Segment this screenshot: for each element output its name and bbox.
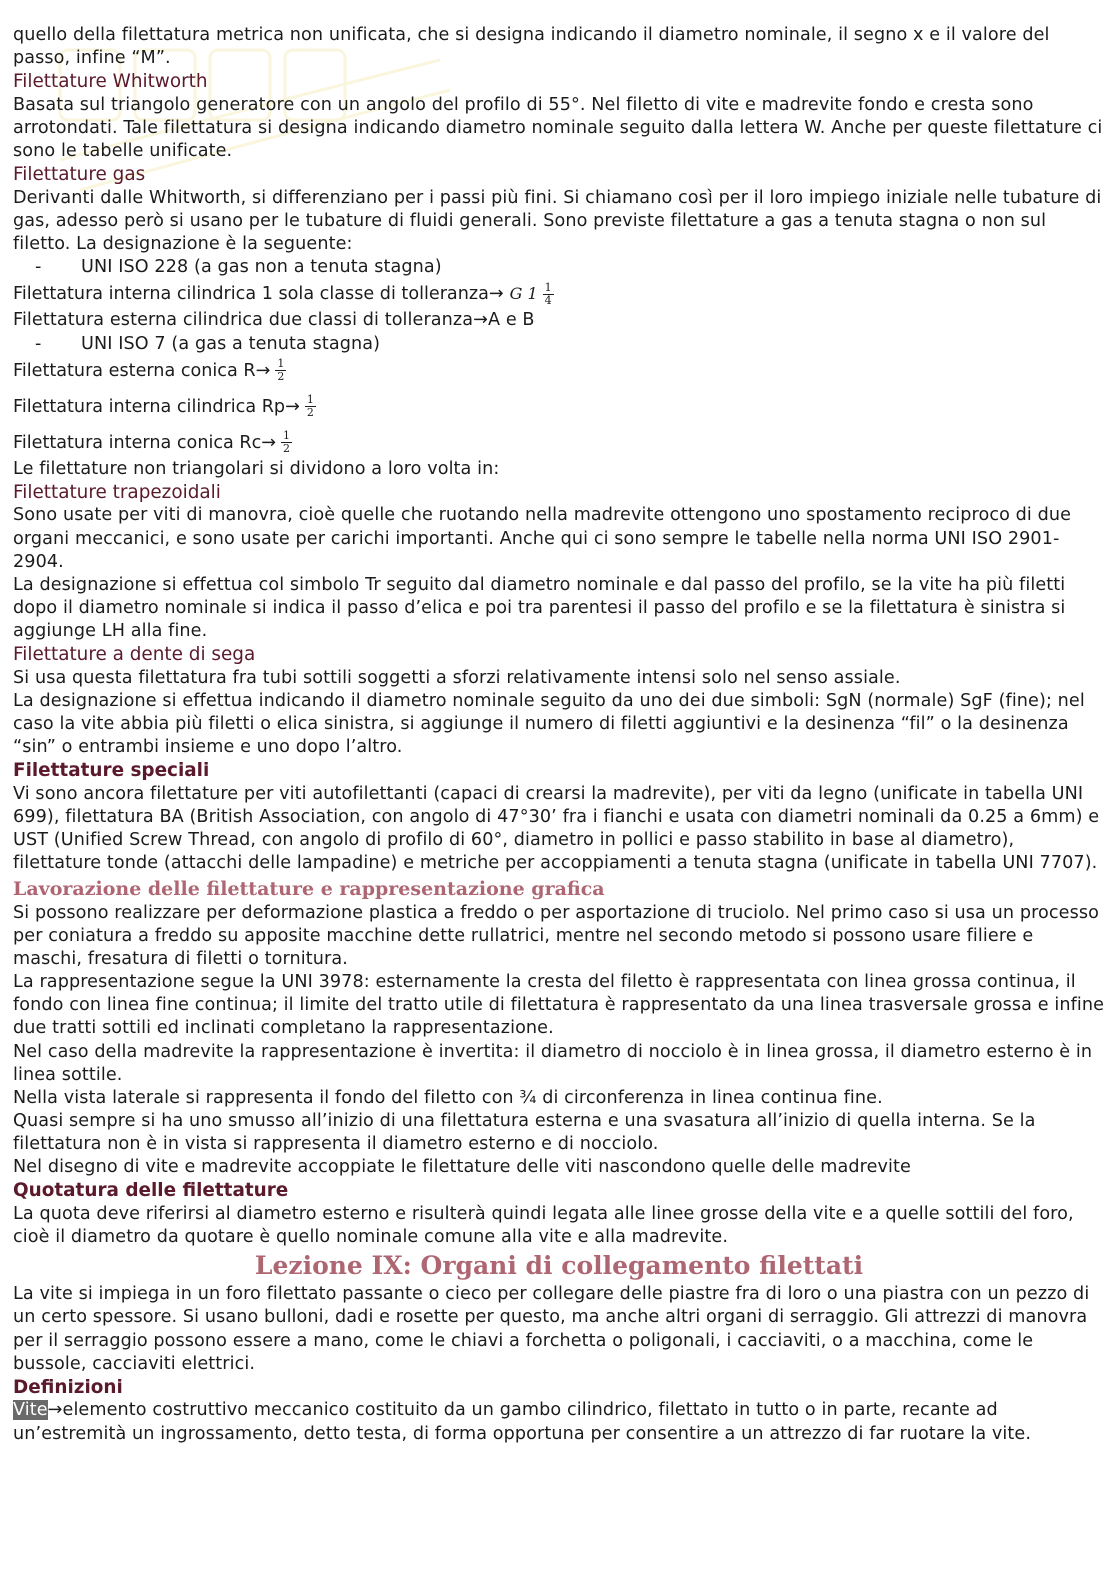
- paragraph-whitworth: Basata sul triangolo generatore con un angolo del profilo di 55°. Nel filetto di vite e madrevite fondo e cresta sono arrotondati. Tale filettatura si designa indicando diametro nominale seguito dalla lettera W. Anche per queste filettature ci sono le tabelle unificate.: [13, 94, 1103, 162]
- fraction: [281, 430, 292, 455]
- heading-lavorazione: Lavorazione delle filettature e rappresentazione grafica: [13, 877, 605, 900]
- heading-quotatura: Quotatura delle filettature: [13, 1180, 289, 1202]
- paragraph-lavorazione-3: Nel caso della madrevite la rappresentazione è invertita: il diametro di nocciolo è in linea grossa, il diametro esterno è in linea sottile.: [13, 1041, 1093, 1085]
- formula-row-esterna-conica: [13, 356, 1105, 386]
- paragraph-dente-di-sega-2: La designazione si effettua indicando il diametro nominale seguito da uno dei due simboli: SgN (normale) SgF (fine); nel caso la vite abbia più filetti o elica sinistra, si aggiunge il numero di filetti aggiuntivi e la desinenza “fil” o la desinenza “sin” o entrambi insieme e uno dopo l’altro.: [13, 690, 1085, 758]
- fraction-numerator: 1: [283, 429, 291, 443]
- fraction-numerator: 1: [306, 393, 314, 407]
- paragraph-gas: Derivanti dalle Whitworth, si differenziano per i passi più fini. Si chiamano così per il loro impiego iniziale nelle tubature di gas, adesso però si usano per le tubature di fluidi generali. Sono previste filettature a gas a tenuta stagna o non sul filetto. La designazione è la seguente:: [13, 187, 1102, 255]
- paragraph-non-triangolari: Le filettature non triangolari si dividono a loro volta in:: [13, 458, 500, 479]
- heading-definizioni: Definizioni: [13, 1376, 123, 1398]
- highlighted-term-vite: Vite: [13, 1400, 48, 1421]
- paragraph-definizione-vite: [13, 1399, 1105, 1445]
- heading-whitworth: Filettature Whitworth: [13, 71, 208, 93]
- fraction-numerator: 1: [277, 357, 285, 371]
- fraction-denominator: 2: [306, 406, 314, 420]
- paragraph-trapezoidali-2: La designazione si effettua col simbolo Tr seguito dal diametro nominale e dal passo del profilo, se la vite ha più filetti dopo il diametro nominale si indica il passo d’elica e poi tra parentesi il passo del profilo e se la filettatura è sinistra si aggiunge LH alla fine.: [13, 574, 1066, 642]
- fraction: [275, 358, 286, 383]
- list-item-text: UNI ISO 228 (a gas non a tenuta stagna): [81, 257, 442, 278]
- definition-text: →elemento costruttivo meccanico costituito da un gambo cilindrico, filettato in tutto o in parte, recante ad un’estremità un ingrossamento, detto testa, di forma opportuna per consentire a un attrezzo di far ruotare la vite.: [13, 1400, 1032, 1444]
- paragraph-metrica: quello della filettatura metrica non unificata, che si designa indicando il diametro nominale, il segno x e il valore del passo, infine “M”.: [13, 25, 1050, 69]
- formula-label: Filettatura interna conica Rc→: [13, 432, 277, 453]
- formula-row-esterna-cilindrica: Filettatura esterna cilindrica due classi di tolleranza→A e B: [13, 310, 535, 331]
- formula-row-interna-cilindrica-rp: [13, 392, 1105, 422]
- paragraph-trapezoidali-1: Sono usate per viti di manovra, cioè quelle che ruotando nella madrevite ottengono uno spostamento reciproco di due organi meccanici, e sono usate per carichi importanti. Anche qui ci sono sempre le tabelle nella norma UNI ISO 2901-2904.: [13, 505, 1072, 572]
- document-page: [13, 24, 1105, 1446]
- paragraph-dente-di-sega-1: Si usa questa filettatura fra tubi sottili soggetti a sforzi relativamente intensi solo nel senso assiale.: [13, 667, 901, 688]
- formula-label: Filettatura esterna conica R→: [13, 360, 271, 381]
- formula-symbol: G 1: [509, 284, 538, 304]
- paragraph-speciali: Vi sono ancora filettature per viti autofilettanti (capaci di crearsi la madrevite), per viti da legno (unificate in tabella UNI 699), filettatura BA (British Association, con angolo di 47°30’ fra i fianchi e usata con diametri nominali da 0.25 a 6mm) e UST (Unified Screw Thread, con angolo di profilo di 60°, diametro in pollici e passo stabilito in base al diametro), filettature tonde (attacchi delle lampadine) e metriche per accoppiamenti a tenuta stagna (unificate in tabella UNI 7707).: [13, 783, 1100, 874]
- fraction-denominator: 2: [277, 370, 285, 384]
- bullet-dash: -: [35, 333, 42, 354]
- paragraph-quotatura: La quota deve riferirsi al diametro esterno e risulterà quindi legata alle linee grosse della vite e a quelle sottili del foro, cioè il diametro da quotare è quello nominale comune alla vite e alla madrevite.: [13, 1203, 1074, 1248]
- fraction-denominator: 4: [544, 293, 552, 307]
- formula-label: Filettatura interna cilindrica Rp→: [13, 396, 300, 417]
- fraction-denominator: 2: [283, 442, 291, 456]
- lesson-title: Lezione IX: Organi di collegamento filettati: [254, 1251, 864, 1281]
- paragraph-lavorazione-4: Nella vista laterale si rappresenta il fondo del filetto con ¾ di circonferenza in linea continua fine.: [13, 1087, 883, 1108]
- list-item-text: UNI ISO 7 (a gas a tenuta stagna): [81, 333, 381, 354]
- fraction: [543, 282, 554, 307]
- paragraph-lavorazione-2: La rappresentazione segue la UNI 3978: esternamente la cresta del filetto è rappresentata con linea grossa continua, il fondo con linea fine continua; il limite del tratto utile di filettatura è rappresentato da una linea trasversale grossa e infine due tratti sottili ed inclinati completano la rappresentazione.: [13, 972, 1105, 1039]
- paragraph-lavorazione-6: Nel disegno di vite e madrevite accoppiate le filettature delle viti nascondono quelle delle madrevite: [13, 1157, 911, 1178]
- heading-gas: Filettature gas: [13, 164, 146, 186]
- formula-row-interna-cilindrica: [13, 279, 1105, 309]
- fraction-numerator: 1: [544, 280, 552, 294]
- paragraph-lezione: La vite si impiega in un foro filettato passante o cieco per collegare delle piastre fra di loro o una piastra con un pezzo di un certo spessore. Si usano bulloni, dadi e rosette per questo, ma anche altri organi di serraggio. Gli attrezzi di manovra per il serraggio possono essere a mano, come le chiavi a forchetta o poligonali, i cacciaviti, o a macchina, come le bussole, cacciaviti elettrici.: [13, 1284, 1090, 1374]
- formula-label: Filettatura interna cilindrica 1 sola classe di tolleranza→: [13, 284, 504, 305]
- heading-dente-di-sega: Filettature a dente di sega: [13, 644, 256, 666]
- list-item-uni-iso-228: [13, 256, 1105, 279]
- heading-speciali: Filettature speciali: [13, 760, 210, 782]
- heading-trapezoidali: Filettature trapezoidali: [13, 481, 221, 503]
- paragraph-lavorazione-5: Quasi sempre si ha uno smusso all’inizio di una filettatura esterna e una svasatura all’inizio di quella interna. Se la filettatura non è in vista si rappresenta il diametro esterno e di nocciolo.: [13, 1110, 1036, 1155]
- list-item-uni-iso-7: [13, 333, 1105, 356]
- formula-row-interna-conica: [13, 428, 1105, 458]
- paragraph-lavorazione-1: Si possono realizzare per deformazione plastica a freddo o per asportazione di truciolo. Nel primo caso si usa un processo per coniatura a freddo su apposite macchine dette rullatrici, mentre nel secondo metodo si possono usare filiere e maschi, fresatura di filetti o tornitura.: [13, 902, 1100, 969]
- fraction: [305, 394, 316, 419]
- bullet-dash: -: [35, 257, 42, 278]
